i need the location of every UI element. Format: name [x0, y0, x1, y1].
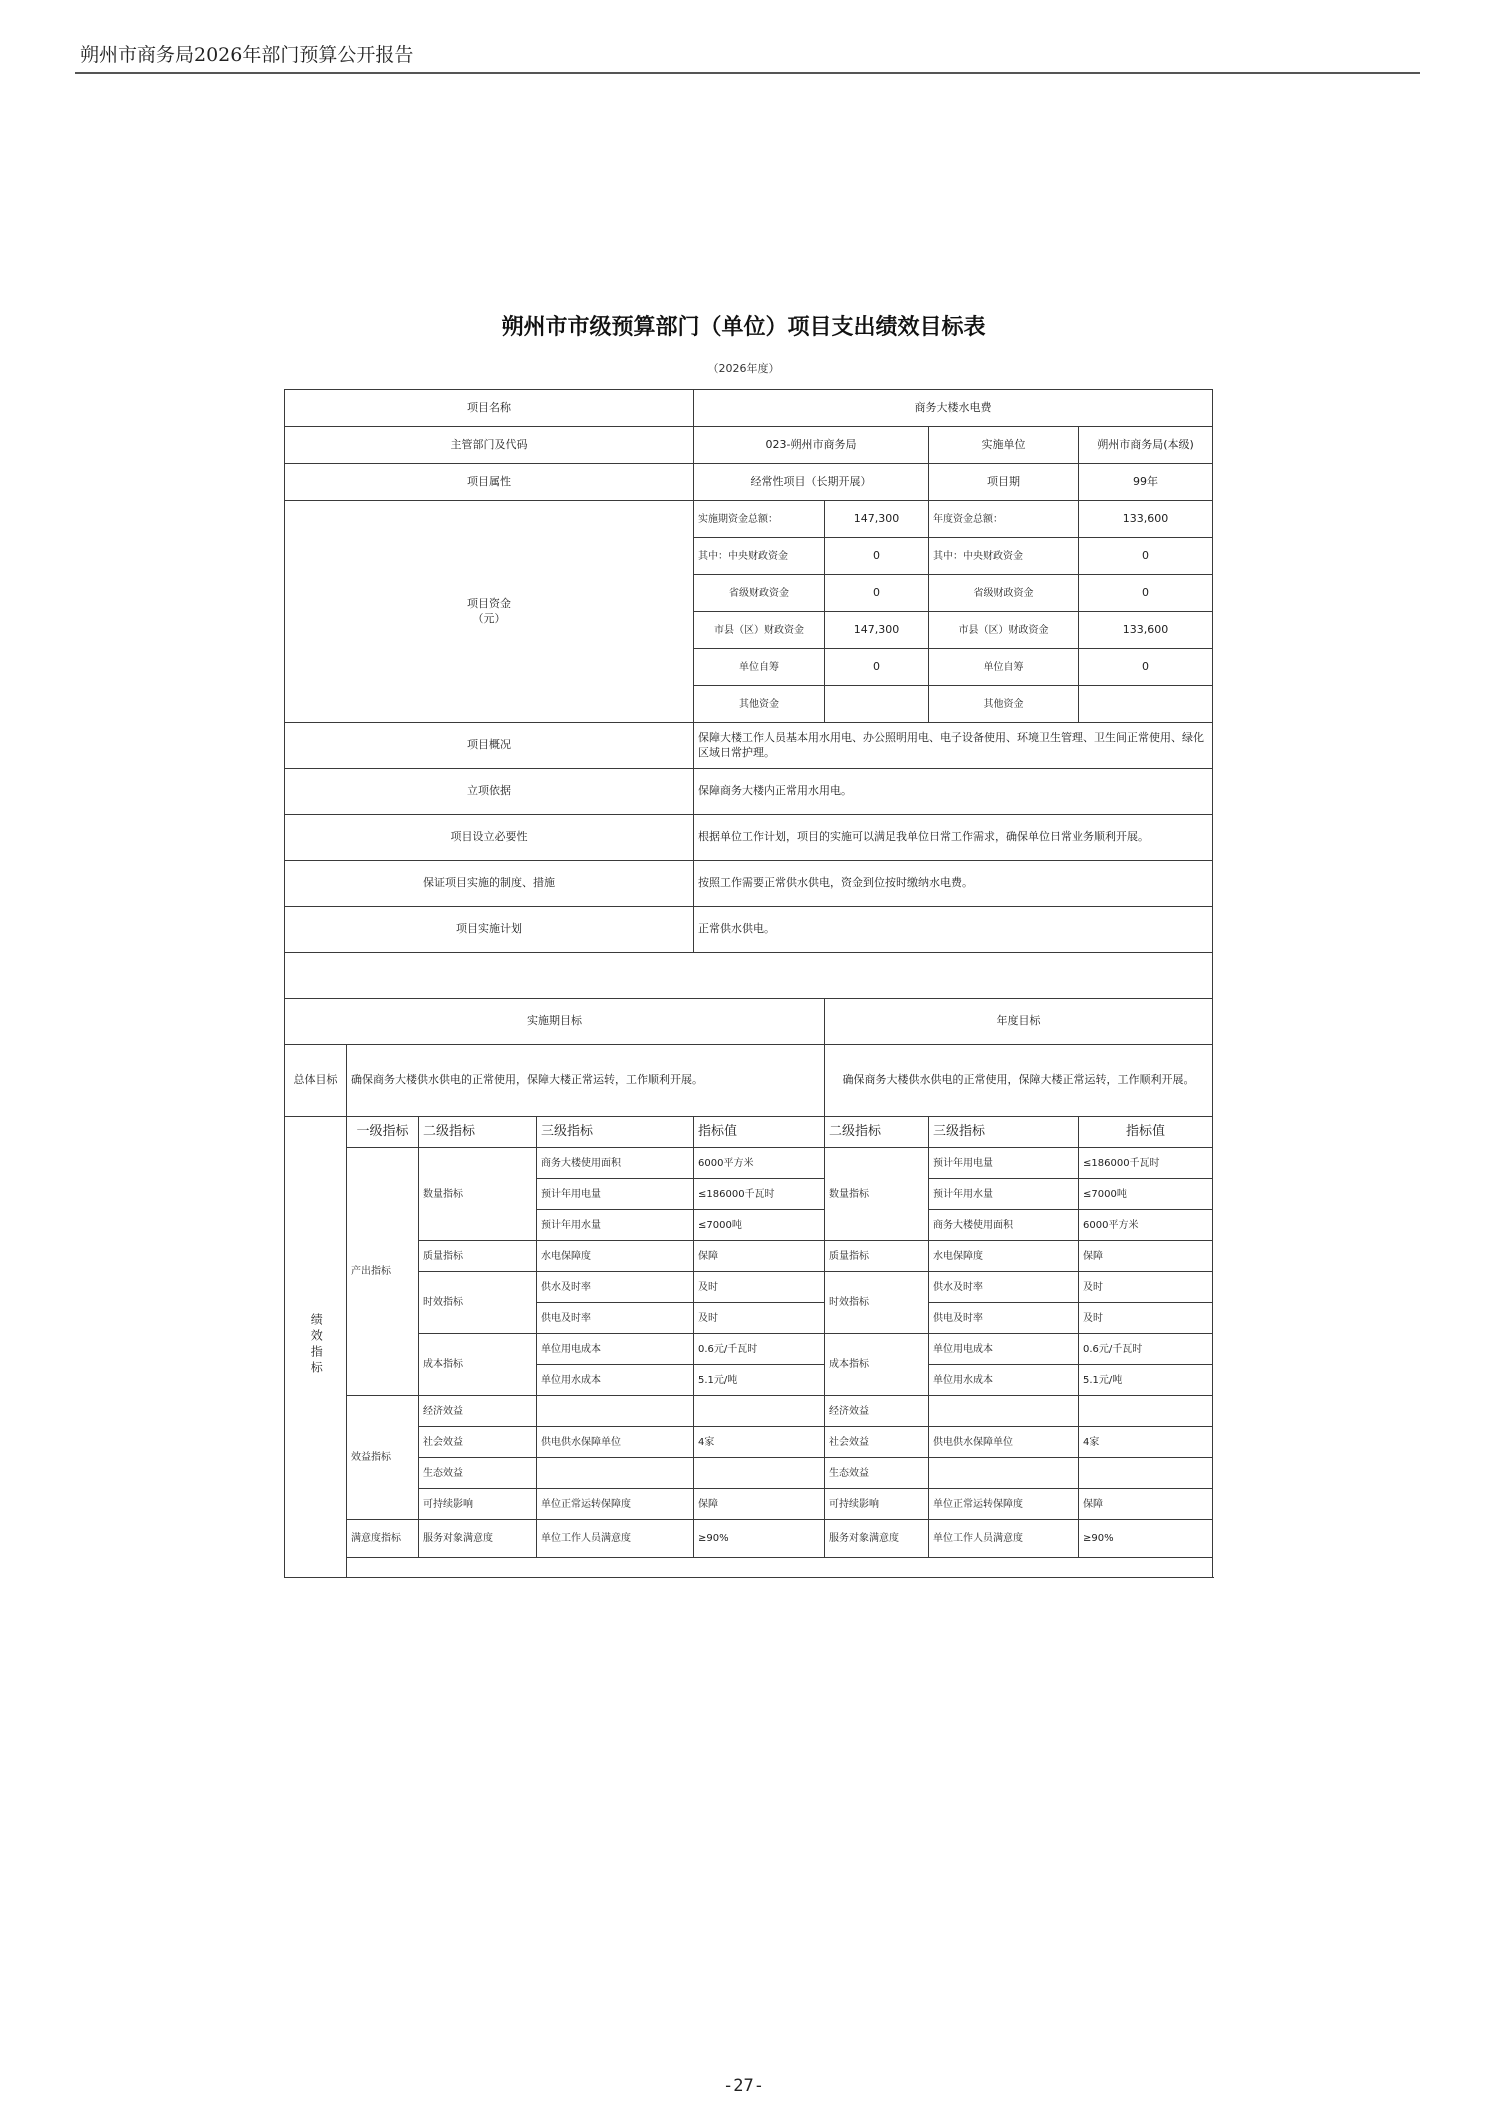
- quality-indicator-label: 质量指标: [419, 1241, 537, 1272]
- indicator-value: ≥90%: [694, 1520, 825, 1558]
- plan-label: 项目实施计划: [285, 907, 694, 953]
- indicator-name: 供水及时率: [537, 1272, 694, 1303]
- benefit-indicator-label: 效益指标: [347, 1396, 419, 1520]
- indicator-value: 及时: [1079, 1272, 1213, 1303]
- period-goal-header: 实施期目标: [285, 999, 825, 1045]
- funds-row-value: 147,300: [825, 612, 929, 649]
- project-name-value: 商务大楼水电费: [694, 390, 1213, 427]
- funds-row-value: [1079, 686, 1213, 723]
- indicator-value: 保障: [694, 1489, 825, 1520]
- report-header-title: 朔州市商务局2026年部门预算公开报告: [80, 44, 414, 66]
- indicator-name: 单位正常运转保障度: [537, 1489, 694, 1520]
- output-indicator-label: 产出指标: [347, 1148, 419, 1396]
- header-divider: [75, 72, 1420, 74]
- project-name-label: 项目名称: [285, 390, 694, 427]
- indicator-value: ≤186000千瓦时: [694, 1179, 825, 1210]
- indicator-name: 单位工作人员满意度: [537, 1520, 694, 1558]
- sustain-benefit-label-annual: 可持续影响: [825, 1489, 929, 1520]
- funds-row-value: 133,600: [1079, 501, 1213, 538]
- perf-header: 二级指标: [825, 1117, 929, 1148]
- social-benefit-label-annual: 社会效益: [825, 1427, 929, 1458]
- funds-row-value: 0: [1079, 575, 1213, 612]
- dept-label: 主管部门及代码: [285, 427, 694, 464]
- funds-row-label: 其他资金: [929, 686, 1079, 723]
- impl-unit-value: 朔州市商务局(本级): [1079, 427, 1213, 464]
- indicator-value: ≥90%: [1079, 1520, 1213, 1558]
- funds-row-value: [825, 686, 929, 723]
- cost-indicator-label-annual: 成本指标: [825, 1334, 929, 1396]
- quantity-indicator-label-annual: 数量指标: [825, 1148, 929, 1241]
- perf-header: 三级指标: [537, 1117, 694, 1148]
- indicator-value: 保障: [1079, 1489, 1213, 1520]
- indicator-name: [929, 1458, 1079, 1489]
- indicator-name: 预计年用水量: [537, 1210, 694, 1241]
- overview-label: 项目概况: [285, 723, 694, 769]
- impl-unit-label: 实施单位: [929, 427, 1079, 464]
- funds-row-label: 省级财政资金: [694, 575, 825, 612]
- table-footer-row: [347, 1558, 1213, 1578]
- indicator-value: 0.6元/千瓦时: [1079, 1334, 1213, 1365]
- indicator-name: 水电保障度: [929, 1241, 1079, 1272]
- quantity-indicator-label: 数量指标: [419, 1148, 537, 1241]
- funds-row-value: 0: [825, 575, 929, 612]
- indicator-value: ≤186000千瓦时: [1079, 1148, 1213, 1179]
- cost-indicator-label: 成本指标: [419, 1334, 537, 1396]
- indicator-name: 单位用电成本: [537, 1334, 694, 1365]
- ecology-benefit-label: 生态效益: [419, 1458, 537, 1489]
- indicator-name: 供电及时率: [929, 1303, 1079, 1334]
- necessity-label: 项目设立必要性: [285, 815, 694, 861]
- indicator-value: 保障: [694, 1241, 825, 1272]
- ecology-benefit-label-annual: 生态效益: [825, 1458, 929, 1489]
- funds-row-label: 省级财政资金: [929, 575, 1079, 612]
- perf-header: 指标值: [1079, 1117, 1213, 1148]
- indicator-name: 供电及时率: [537, 1303, 694, 1334]
- indicator-name: 单位用电成本: [929, 1334, 1079, 1365]
- indicator-name: 供水及时率: [929, 1272, 1079, 1303]
- indicator-value: 5.1元/吨: [1079, 1365, 1213, 1396]
- funds-label: 项目资金 （元）: [285, 501, 694, 723]
- table-title: 朔州市市级预算部门（单位）项目支出绩效目标表: [501, 315, 986, 340]
- necessity-value: 根据单位工作计划，项目的实施可以满足我单位日常工作需求，确保单位日常业务顺利开展。: [694, 815, 1213, 861]
- indicator-value: ≤7000吨: [1079, 1179, 1213, 1210]
- indicator-value: [694, 1396, 825, 1427]
- funds-row-value: 0: [825, 538, 929, 575]
- indicator-value: [694, 1458, 825, 1489]
- funds-row-label: 其中：中央财政资金: [929, 538, 1079, 575]
- indicator-value: 6000平方米: [1079, 1210, 1213, 1241]
- indicator-name: 预计年用电量: [537, 1179, 694, 1210]
- funds-row-value: 133,600: [1079, 612, 1213, 649]
- indicator-name: 单位用水成本: [537, 1365, 694, 1396]
- perf-header: 二级指标: [419, 1117, 537, 1148]
- indicator-name: 预计年用电量: [929, 1148, 1079, 1179]
- economic-benefit-label: 经济效益: [419, 1396, 537, 1427]
- basis-value: 保障商务大楼内正常用水用电。: [694, 769, 1213, 815]
- period-label: 项目期: [929, 464, 1079, 501]
- satisfaction-indicator-label: 满意度指标: [347, 1520, 419, 1558]
- dept-value: 023-朔州市商务局: [694, 427, 929, 464]
- funds-row-label: 实施期资金总额：: [694, 501, 825, 538]
- funds-row-label: 其他资金: [694, 686, 825, 723]
- indicator-value: 6000平方米: [694, 1148, 825, 1179]
- annual-goal-text: 确保商务大楼供水供电的正常使用，保障大楼正常运转，工作顺利开展。: [825, 1045, 1213, 1117]
- funds-row-value: 0: [825, 649, 929, 686]
- indicator-value: 5.1元/吨: [694, 1365, 825, 1396]
- indicator-name: 商务大楼使用面积: [929, 1210, 1079, 1241]
- attr-value: 经常性项目（长期开展）: [694, 464, 929, 501]
- attr-label: 项目属性: [285, 464, 694, 501]
- social-benefit-label: 社会效益: [419, 1427, 537, 1458]
- sustain-benefit-label: 可持续影响: [419, 1489, 537, 1520]
- indicator-name: 预计年用水量: [929, 1179, 1079, 1210]
- funds-row-label: 其中：中央财政资金: [694, 538, 825, 575]
- indicator-value: [1079, 1458, 1213, 1489]
- indicator-value: 4家: [694, 1427, 825, 1458]
- indicator-name: 单位用水成本: [929, 1365, 1079, 1396]
- period-goal-text: 确保商务大楼供水供电的正常使用，保障大楼正常运转，工作顺利开展。: [347, 1045, 825, 1117]
- perf-side-label: 绩效指标: [285, 1117, 347, 1578]
- timeliness-indicator-label: 时效指标: [419, 1272, 537, 1334]
- basis-label: 立项依据: [285, 769, 694, 815]
- funds-row-label: 单位自筹: [929, 649, 1079, 686]
- page-number: -27-: [723, 2076, 764, 2096]
- funds-row-label: 年度资金总额：: [929, 501, 1079, 538]
- annual-goal-header: 年度目标: [825, 999, 1213, 1045]
- period-value: 99年: [1079, 464, 1213, 501]
- service-satisfaction-label: 服务对象满意度: [419, 1520, 537, 1558]
- funds-row-value: 0: [1079, 538, 1213, 575]
- overall-goal-label: 总体目标: [285, 1045, 347, 1117]
- perf-header: 一级指标: [347, 1117, 419, 1148]
- indicator-name: [537, 1458, 694, 1489]
- funds-row-label: 市县（区）财政资金: [929, 612, 1079, 649]
- performance-target-table: [284, 389, 1213, 1578]
- service-satisfaction-label-annual: 服务对象满意度: [825, 1520, 929, 1558]
- funds-row-value: 147,300: [825, 501, 929, 538]
- indicator-name: [929, 1396, 1079, 1427]
- economic-benefit-label-annual: 经济效益: [825, 1396, 929, 1427]
- indicator-name: 商务大楼使用面积: [537, 1148, 694, 1179]
- funds-row-value: 0: [1079, 649, 1213, 686]
- indicator-name: 单位正常运转保障度: [929, 1489, 1079, 1520]
- indicator-value: 及时: [694, 1272, 825, 1303]
- indicator-value: [1079, 1396, 1213, 1427]
- perf-header: 三级指标: [929, 1117, 1079, 1148]
- measures-label: 保证项目实施的制度、措施: [285, 861, 694, 907]
- funds-row-label: 单位自筹: [694, 649, 825, 686]
- perf-header: 指标值: [694, 1117, 825, 1148]
- indicator-name: [537, 1396, 694, 1427]
- blank-row: [285, 953, 1213, 999]
- quality-indicator-label-annual: 质量指标: [825, 1241, 929, 1272]
- table-year: （2026年度）: [707, 362, 780, 375]
- timeliness-indicator-label-annual: 时效指标: [825, 1272, 929, 1334]
- indicator-value: 4家: [1079, 1427, 1213, 1458]
- indicator-name: 水电保障度: [537, 1241, 694, 1272]
- funds-row-label: 市县（区）财政资金: [694, 612, 825, 649]
- indicator-name: 单位工作人员满意度: [929, 1520, 1079, 1558]
- indicator-name: 供电供水保障单位: [537, 1427, 694, 1458]
- indicator-value: 0.6元/千瓦时: [694, 1334, 825, 1365]
- overview-value: 保障大楼工作人员基本用水用电、办公照明用电、电子设备使用、环境卫生管理、卫生间正常使用、绿化区域日常护理。: [694, 723, 1213, 769]
- measures-value: 按照工作需要正常供水供电，资金到位按时缴纳水电费。: [694, 861, 1213, 907]
- indicator-value: 及时: [1079, 1303, 1213, 1334]
- indicator-name: 供电供水保障单位: [929, 1427, 1079, 1458]
- indicator-value: 保障: [1079, 1241, 1213, 1272]
- indicator-value: 及时: [694, 1303, 825, 1334]
- indicator-value: ≤7000吨: [694, 1210, 825, 1241]
- plan-value: 正常供水供电。: [694, 907, 1213, 953]
